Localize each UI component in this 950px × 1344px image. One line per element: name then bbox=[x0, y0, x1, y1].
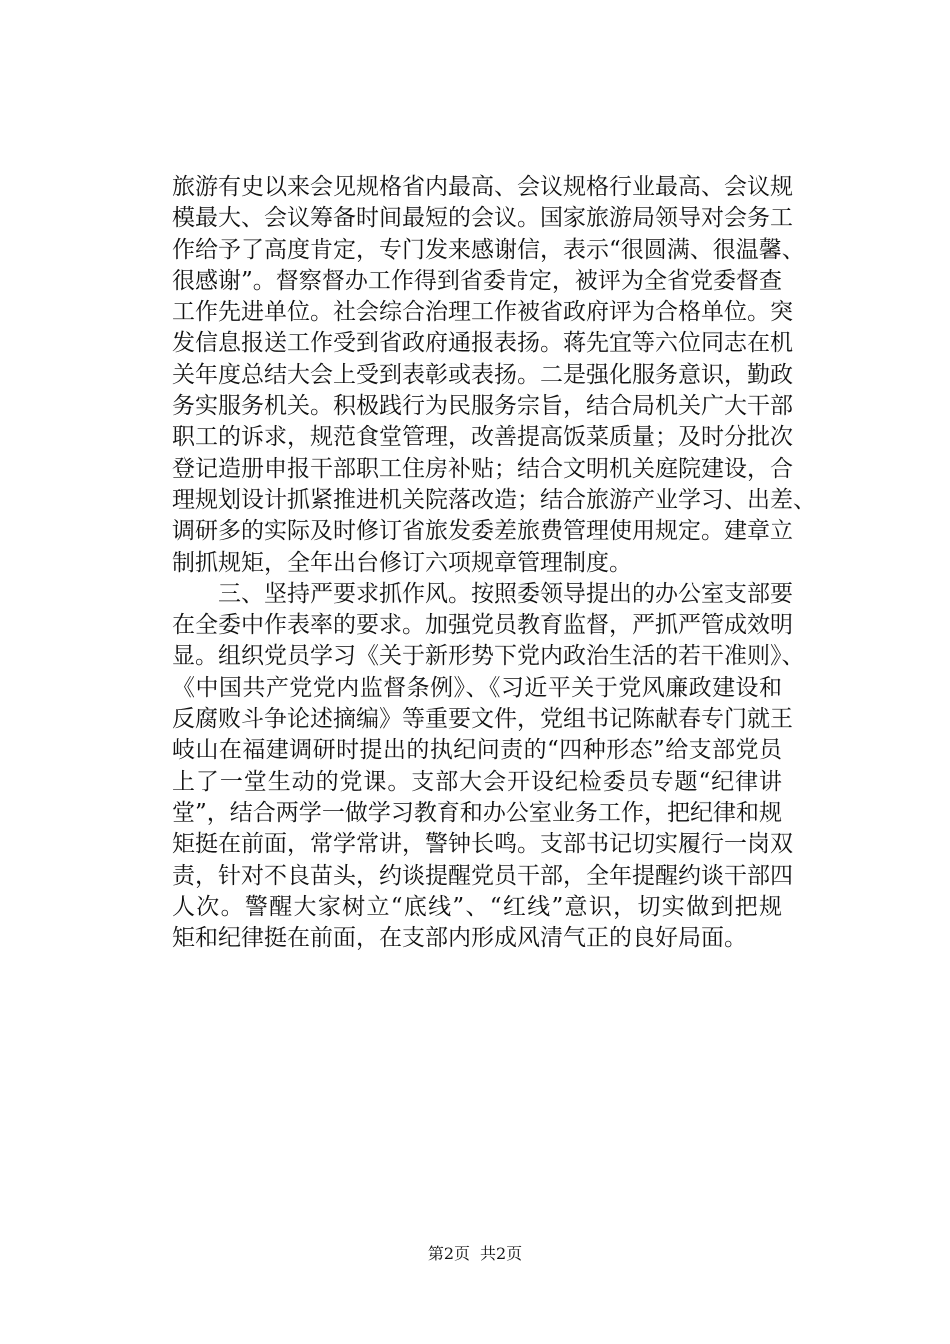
body-text bbox=[172, 172, 816, 954]
text-line: 矩挺在前面，常学常讲，警钟长鸣。支部书记切实履行一岗双 bbox=[172, 831, 793, 858]
text-line: 关年度总结大会上受到表彰或表扬。二是强化服务意识，勤政 bbox=[172, 361, 793, 388]
text-line: 登记造册申报干部职工住房补贴；结合文明机关庭院建设，合 bbox=[172, 455, 793, 482]
text-line: 调研多的实际及时修订省旅发委差旅费管理使用规定。建章立 bbox=[172, 518, 793, 545]
text-line: 矩和纪律挺在前面，在支部内形成风清气正的良好局面。 bbox=[172, 925, 747, 952]
text-line: 职工的诉求，规范食堂管理，改善提高饭菜质量；及时分批次 bbox=[172, 424, 793, 451]
text-line: 显。组织党员学习《关于新形势下党内政治生活的若干准则》、 bbox=[172, 643, 805, 670]
text-line: 岐山在福建调研时提出的执纪问责的“四种形态”给支部党员 bbox=[172, 737, 782, 764]
text-line: 人次。警醒大家树立“底线”、“红线”意识，切实做到把规 bbox=[172, 893, 782, 920]
text-line: 很感谢”。督察督办工作得到省委肯定，被评为全省党委督查 bbox=[172, 267, 782, 294]
page-number-total: 共2页 bbox=[480, 1244, 523, 1263]
text-line: 模最大、会议筹备时间最短的会议。国家旅游局领导对会务工 bbox=[172, 205, 793, 232]
text-line: 《中国共产党党内监督条例》、《习近平关于党风廉政建设和 bbox=[172, 674, 782, 701]
page-footer bbox=[0, 1244, 950, 1264]
text-line: 三、坚持严要求抓作风。按照委领导提出的办公室支部要 bbox=[218, 580, 793, 607]
text-line: 在全委中作表率的要求。加强党员教育监督，严抓严管成效明 bbox=[172, 612, 793, 639]
text-line: 堂”，结合两学一做学习教育和办公室业务工作，把纪律和规 bbox=[172, 799, 782, 826]
page-number-current: 第2页 bbox=[427, 1244, 470, 1263]
text-line: 发信息报送工作受到省政府通报表扬。蒋先宜等六位同志在机 bbox=[172, 330, 793, 357]
text-line: 务实服务机关。积极践行为民服务宗旨，结合局机关广大干部 bbox=[172, 393, 793, 420]
text-line: 作给予了高度肯定，专门发来感谢信，表示“很圆满、很温馨、 bbox=[172, 236, 805, 263]
text-line: 责，针对不良苗头，约谈提醒党员干部，全年提醒约谈干部四 bbox=[172, 862, 793, 889]
text-line: 旅游有史以来会见规格省内最高、会议规格行业最高、会议规 bbox=[172, 174, 793, 200]
text-line: 反腐败斗争论述摘编》等重要文件，党组书记陈献春专门就王 bbox=[172, 706, 793, 733]
text-line: 理规划设计抓紧推进机关院落改造；结合旅游产业学习、出差、 bbox=[172, 486, 816, 513]
text-line: 制抓规矩，全年出台修订六项规章管理制度。 bbox=[172, 549, 632, 576]
text-line: 上了一堂生动的党课。支部大会开设纪检委员专题“纪律讲 bbox=[172, 768, 782, 795]
text-line: 工作先进单位。社会综合治理工作被省政府评为合格单位。突 bbox=[172, 299, 793, 326]
